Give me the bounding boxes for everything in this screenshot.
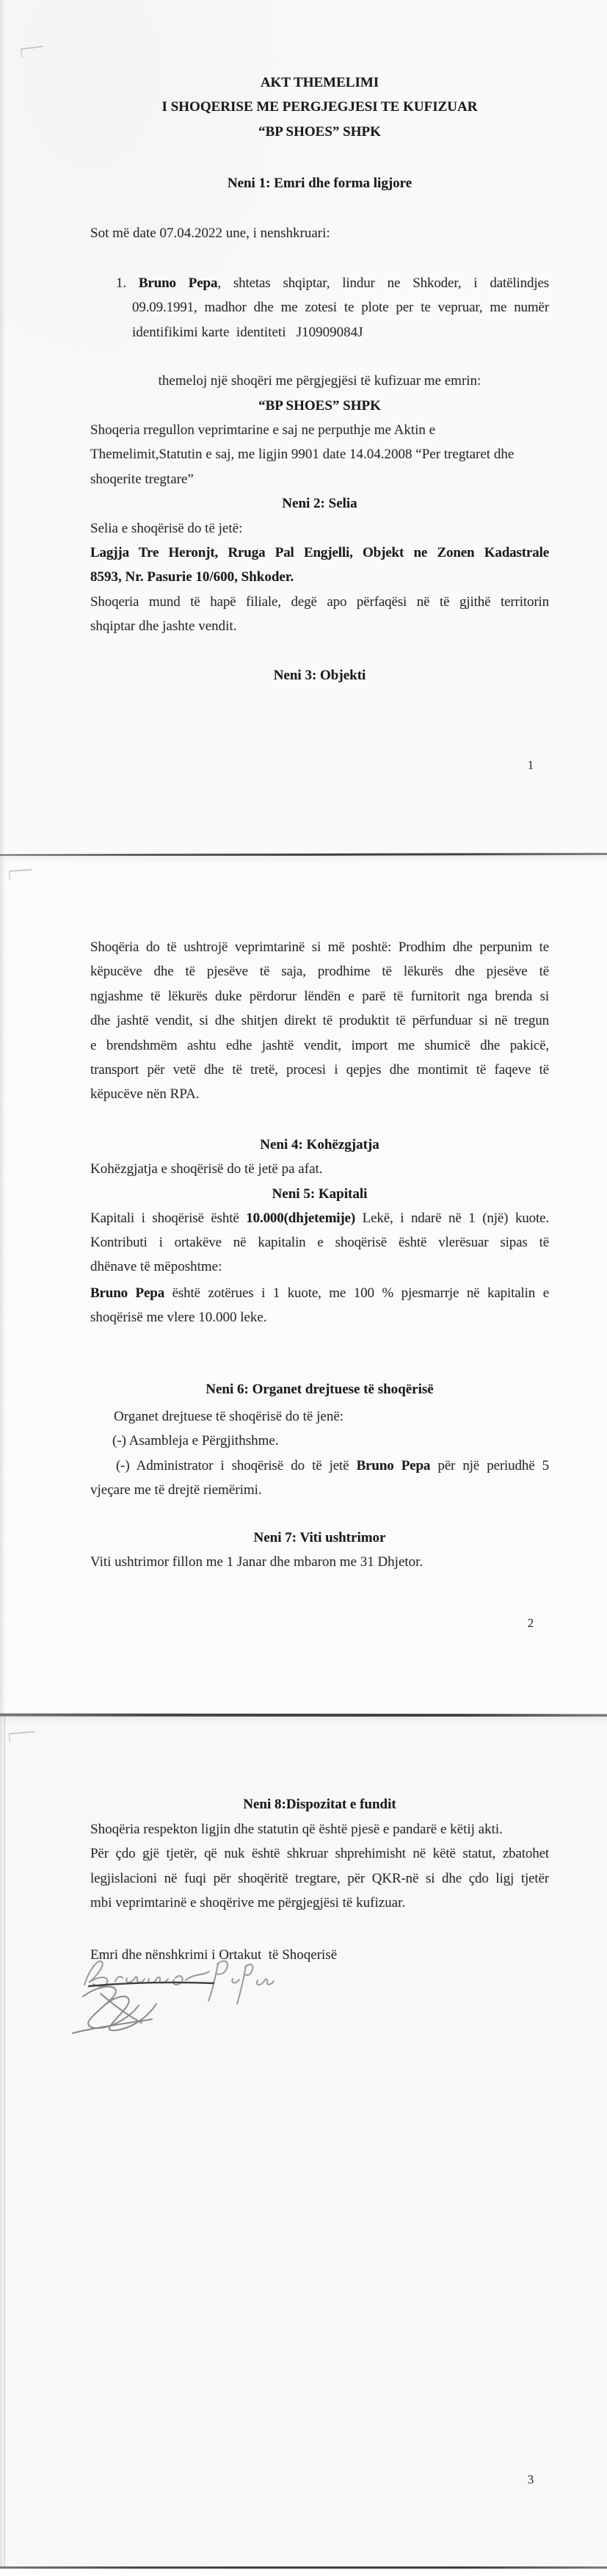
document-title — [90, 71, 549, 144]
page-number-2: 2 — [527, 1616, 534, 1630]
organ-item-2 — [90, 1454, 549, 1503]
fiscal-year-block — [90, 1550, 549, 1574]
capital-pre: Kapitali i shoqërisë është — [90, 1211, 247, 1226]
owner-line-1 — [90, 1281, 549, 1305]
page-number-3: 3 — [527, 2472, 534, 2486]
owner-name: Bruno Pepa — [90, 1285, 165, 1301]
duration-block — [90, 1157, 549, 1181]
organ-2-line-2: vjeçare me të drejtë riemërimi. — [90, 1482, 262, 1498]
contribution-line-2: dhënave të mëposhtme: — [90, 1259, 222, 1275]
neni-2-heading: Neni 2: Selia — [282, 496, 357, 511]
page-edge-line — [4, 1717, 5, 2567]
section-neni-1 — [90, 171, 549, 195]
object-line-6: transport për vetë dhe të tretë, procesi i qepjes dhe montimit të faqeve të — [90, 1061, 549, 1078]
law-line-1: Shoqeria rregullon veprimtarine e saj ne perputhje me Aktin e — [90, 422, 436, 438]
title-line-2: I SHOQERISE ME PERGJEGJESI TE KUFIZUAR — [161, 99, 478, 115]
final-line-4: mbi veprimtarinë e shoqërive me përgjegjësi të kufizuar. — [90, 1895, 406, 1911]
page-edge-shadow — [0, 856, 5, 1714]
organ-1: (-) Asambleja e Përgjithshme. — [112, 1433, 279, 1448]
signature-scribble — [73, 1987, 156, 2033]
contribution-line-1: Kontributi i ortakëve në kapitalin e shoqërisë është vlerësuar sipas të — [90, 1235, 549, 1250]
company-name: “BP SHOES” SHPK — [258, 398, 381, 414]
law-line-3: shoqerite tregtare” — [90, 471, 194, 487]
neni-8-heading: Neni 8:Dispozitat e fundit — [243, 1797, 396, 1812]
object-line-3: ngjashme të lëkurës duke përdorur lëndën e parë të furnitorit nga brenda si — [90, 988, 549, 1004]
owner-line-2: shoqërisë me vlere 10.000 leke. — [90, 1310, 267, 1326]
address-line-1: Lagjja Tre Heronjt, Rruga Pal Engjelli, Objekt ne Zonen Kadastrale — [90, 545, 549, 560]
section-neni-2 — [90, 491, 549, 516]
owner-paragraph — [90, 1281, 549, 1330]
branch-line-2: shqiptar dhe jashte vendit. — [90, 618, 237, 635]
organ-2-line-1 — [90, 1454, 549, 1478]
establish-statement — [90, 369, 549, 393]
founder-line-3: identifikimi karte identiteti J10909084J — [132, 324, 363, 340]
object-line-2: këpucëve dhe të pjesëve të saja, prodhime të lëkurës dhe pjesëve të — [90, 964, 549, 980]
staple-mark-icon — [9, 869, 33, 880]
selia-intro-block — [90, 516, 549, 541]
intro-paragraph — [90, 221, 549, 245]
object-paragraph — [90, 935, 549, 1107]
intro-line: Sot më date 07.04.2022 une, i nenshkruari: — [90, 226, 330, 241]
section-neni-7 — [90, 1526, 549, 1550]
neni-3-heading: Neni 3: Objekti — [273, 668, 366, 683]
company-name-block — [90, 394, 549, 418]
neni-4-heading: Neni 4: Kohëzgjatja — [260, 1137, 379, 1152]
final-provisions-paragraph — [90, 1817, 549, 1916]
establish-line: themeloj një shoqëri me përgjegjësi të kufizuar me emrin: — [158, 373, 481, 389]
capital-amount: 10.000(dhjetemije) — [246, 1211, 356, 1226]
page-2 — [0, 856, 607, 1714]
staple-mark-icon — [20, 46, 44, 58]
fiscal-year-line: Viti ushtrimor fillon me 1 Janar dhe mbaron me 31 Dhjetor. — [90, 1554, 424, 1570]
page-bottom-edge — [0, 2566, 607, 2569]
law-paragraph — [90, 418, 549, 491]
neni-6-heading: Neni 6: Organet drejtuese të shoqërisë — [206, 1382, 434, 1397]
address-block — [90, 541, 549, 590]
title-line-3: “BP SHOES” SHPK — [258, 123, 381, 140]
founder-name: Bruno Pepa — [138, 275, 218, 291]
object-line-7: këpucëve nën RPA. — [90, 1086, 200, 1103]
object-line-5: e brendshmëm ashtu edhe jashtë vendit, import me shumicë dhe pakicë, — [90, 1037, 549, 1053]
object-line-1: Shoqëria do të ushtrojë veprimtarinë si më poshtë: Prodhim dhe perpunim te — [90, 939, 549, 955]
neni-7-heading: Neni 7: Viti ushtrimor — [253, 1530, 386, 1545]
page-1 — [0, 0, 607, 854]
founder-line-1 — [90, 271, 549, 295]
organs-intro-block — [90, 1404, 549, 1429]
section-neni-4 — [90, 1133, 549, 1157]
founder-item — [90, 271, 549, 344]
organ-item-1 — [90, 1429, 549, 1453]
final-line-2: Për çdo gjë tjetër, që nuk është shkruar shprehimisht në këtë statut, zbatohet — [90, 1846, 549, 1862]
neni-1-heading: Neni 1: Emri dhe forma ligjore — [227, 176, 412, 191]
section-neni-6 — [90, 1377, 549, 1401]
capital-block — [90, 1206, 549, 1230]
law-line-2: Themelimit,Statutin e saj, me ligjin 9901 date 14.04.2008 “Per tregtaret dhe — [90, 447, 515, 463]
staple-mark-icon — [9, 1731, 36, 1742]
organ-2-pre: (-) Administrator i shoqërisë do të jetë — [116, 1458, 357, 1473]
administrator-name: Bruno Pepa — [356, 1458, 431, 1473]
address-line-2: 8593, Nr. Pasurie 10/600, Shkoder. — [90, 569, 294, 585]
title-line-1: AKT THEMELIMI — [260, 75, 379, 90]
owner-details: është zotërues i 1 kuote, me 100 % pjesmarrje në kapitalin e — [164, 1285, 549, 1301]
page-number-1: 1 — [527, 758, 534, 772]
contribution-paragraph — [90, 1230, 549, 1280]
section-neni-5 — [90, 1182, 549, 1206]
page-edge-shadow — [0, 0, 5, 854]
capital-line — [90, 1206, 549, 1230]
neni-5-heading: Neni 5: Kapitali — [272, 1186, 368, 1202]
founder-details: , shtetas shqiptar, lindur ne Shkoder, i datëlindjes — [217, 275, 549, 291]
signature-handwriting — [62, 1951, 297, 2043]
page-3 — [0, 1717, 607, 2567]
object-line-4: dhe jashtë vendit, si dhe shitjen direkt të produktit të përfunduar si në tregun — [90, 1013, 549, 1029]
section-neni-8 — [90, 1792, 549, 1816]
branch-line-1: Shoqeria mund të hapë filiale, degë apo përfaqësi në të gjithë territorin — [90, 594, 549, 610]
organs-intro: Organet drejtuese të shoqërisë do të jenë: — [114, 1409, 344, 1424]
organ-2-post: për një periudhë 5 — [430, 1458, 549, 1473]
final-line-1: Shoqëria respekton ligjin dhe statutin që është pjesë e pandarë e këtij akti. — [90, 1822, 503, 1837]
section-neni-3 — [90, 663, 549, 688]
capital-post: Lekë, i ndarë në 1 (një) kuote. — [355, 1211, 549, 1226]
founder-line-2: 09.09.1991, madhor dhe me zotesi te plote per te vepruar, me numër — [132, 300, 549, 316]
founder-number: 1. — [116, 275, 139, 291]
final-line-3: legjislacioni në fuqi për shoqëritë tregtare, për QKR-në si dhe çdo ligj tjetër — [90, 1870, 549, 1886]
branch-paragraph — [90, 590, 549, 639]
selia-intro: Selia e shoqërisë do të jetë: — [90, 521, 243, 536]
duration-line: Kohëzgjatja e shoqërisë do të jetë pa afat. — [90, 1161, 323, 1177]
signature-label: Emri dhe nënshkrimi i Ortakut të Shoqerisë — [90, 1947, 338, 1963]
